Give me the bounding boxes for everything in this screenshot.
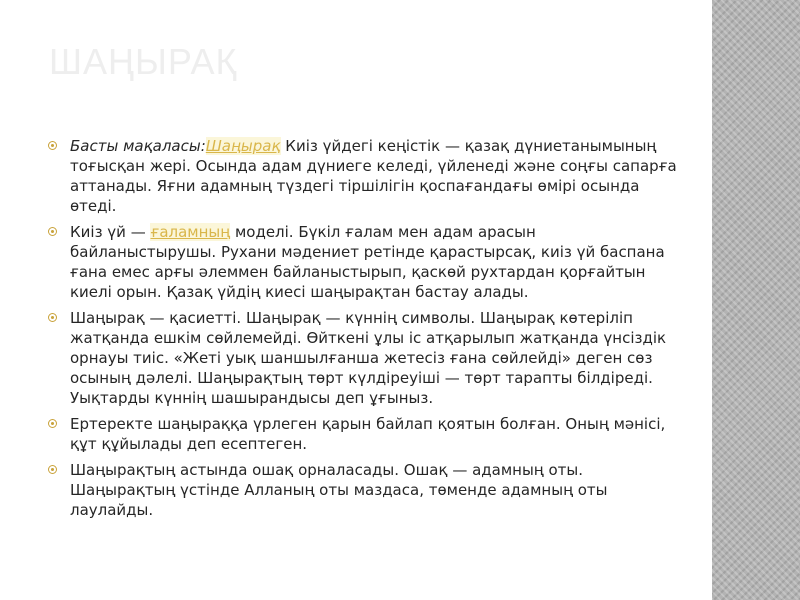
bullet-list	[48, 136, 680, 526]
bullet-text: Шаңырақтың астында ошақ орналасады. Ошақ — адамның оты. Шаңырақтың үстінде Алланың оты маздаса, төменде адамның оты лаулайды.	[70, 461, 608, 519]
bullet-item	[48, 136, 680, 216]
main-article-label: Басты мақаласы:	[70, 137, 206, 155]
circle-bullet-icon	[48, 313, 57, 322]
bullet-text: Киіз үйдегі кеңістік — қазақ дүниетанымының тоғысқан жері. Осында адам дүниеге келеді, үйленеді және соңғы сапарға аттанады. Яғни адамның түздегі тіршілігін қоспағандағы өмірі осында өтеді.	[70, 137, 677, 215]
bullet-text-lead: Киіз үй —	[70, 223, 151, 241]
bullet-item	[48, 414, 680, 454]
bullet-item	[48, 222, 680, 302]
bullet-item	[48, 460, 680, 520]
bullet-text: Шаңырақ — қасиетті. Шаңырақ — күннің символы. Шаңырақ көтеріліп жатқанда ешкім сөйлемейді. Өйткені ұлы іс атқарылып жатқанда үнсіздік орнауы тиіс. «Жеті уық шаншылғанша жетесіз ғана сөйлейді» деген сөз осының дәлелі. Шаңырақтың төрт күлдіреуіші — төрт тарапты білдіреді. Уықтарды күннің шашырандысы деп ұғыныз.	[70, 309, 667, 407]
bullet-item	[48, 308, 680, 408]
bullet-text: моделі. Бүкіл ғалам мен адам арасын байланыстырушы. Рухани мәдениет ретінде қарастырсақ, киіз үй баспана ғана емес арғы әлеммен байланыстырып, қаскөй рухтардан қорғайтын киелі орын. Қазақ үйдің киесі шаңырақтан бастау алады.	[70, 223, 665, 301]
slide-title: ШАҢЫРАҚ	[49, 41, 238, 82]
link-galamnyn[interactable]: ғаламның	[150, 223, 231, 241]
bullet-text: Ертеректе шаңыраққа үрлеген қарын байлап қоятын болған. Оның мәнісі, құт құйылады деп есептеген.	[70, 415, 666, 453]
circle-bullet-icon	[48, 419, 57, 428]
circle-bullet-icon	[48, 465, 57, 474]
link-shanyraq[interactable]: Шаңырақ	[205, 137, 281, 155]
decorative-side-band	[712, 0, 800, 600]
circle-bullet-icon	[48, 141, 57, 150]
circle-bullet-icon	[48, 227, 57, 236]
